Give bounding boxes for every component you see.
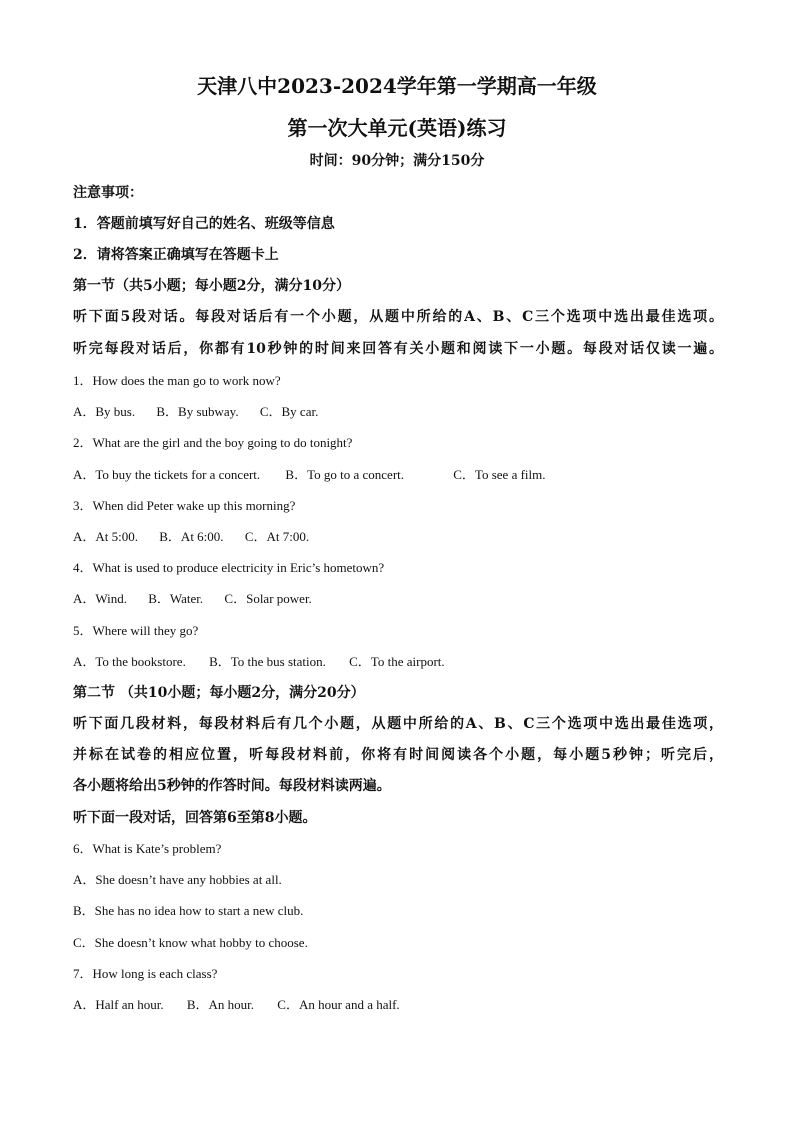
- section2-instruction-line1: 听下面几段材料，每段材料后有几个小题，从题中所给的A、B、C三个选项中选出最佳选项，: [73, 716, 723, 732]
- time-info: 时间：90分钟；满分150分: [309, 153, 485, 169]
- option-b: B．To the bus station.: [209, 654, 326, 669]
- section2-sub-instruction: 听下面一段对话，回答第6至第8小题。: [73, 810, 317, 826]
- option-b: B．To go to a concert.: [285, 467, 405, 482]
- question-4-options: [73, 588, 312, 607]
- section1-instruction-line1: 听下面5段对话。每段对话后有一个小题，从题中所给的A、B、C三个选项中选出最佳选项。: [73, 309, 723, 325]
- question-6-option-c: C．She doesn’t know what hobby to choose.: [73, 935, 308, 950]
- option-b: B．Water.: [148, 591, 204, 606]
- section2-instruction-line2: 并标在试卷的相应位置，听每段材料前，你将有时间阅读各个小题，每小题5秒钟；听完后，: [73, 747, 723, 763]
- note-item-1: 1．答题前填写好自己的姓名、班级等信息: [73, 216, 335, 232]
- option-b: B．At 6:00.: [159, 529, 224, 544]
- option-a: A．To the bookstore.: [73, 654, 186, 669]
- question-3-options: [73, 526, 309, 545]
- question-5-options: [73, 651, 445, 670]
- option-b: B．By subway.: [156, 404, 239, 419]
- option-c: C．An hour and a half.: [277, 997, 400, 1012]
- option-a: A．At 5:00.: [73, 529, 139, 544]
- option-c: C．By car.: [259, 404, 319, 419]
- option-c: C．To the airport.: [349, 654, 445, 669]
- option-c: C．To see a film.: [453, 467, 546, 482]
- question-5: 5．Where will they go?: [73, 623, 199, 638]
- question-1-options: [73, 401, 318, 420]
- section2-instruction-line3: 各小题将给出5秒钟的作答时间。每段材料读两遍。: [73, 778, 391, 794]
- question-4: 4．What is used to produce electricity in Eric’s hometown?: [73, 560, 385, 575]
- exam-subtitle: 第一次大单元(英语)练习: [287, 116, 507, 140]
- question-7-options: [73, 994, 400, 1013]
- option-a: A．Half an hour.: [73, 997, 164, 1012]
- option-a: A．By bus.: [73, 404, 136, 419]
- question-3: 3．When did Peter wake up this morning?: [73, 498, 296, 513]
- note-item-2: 2．请将答案正确填写在答题卡上: [73, 247, 279, 263]
- option-a: A．Wind.: [73, 591, 127, 606]
- question-7: 7．How long is each class?: [73, 966, 218, 981]
- section2-heading: 第二节 （共10小题；每小题2分，满分20分）: [73, 685, 365, 701]
- option-b: B．An hour.: [186, 997, 255, 1012]
- question-6-option-b: B．She has no idea how to start a new club.: [73, 903, 304, 918]
- option-c: C．Solar power.: [224, 591, 312, 606]
- option-c: C．At 7:00.: [244, 529, 310, 544]
- question-2-options: [73, 464, 546, 483]
- section1-heading: 第一节（共5小题；每小题2分，满分10分）: [73, 278, 350, 294]
- question-1: 1．How does the man go to work now?: [73, 373, 281, 388]
- option-a: A．To buy the tickets for a concert.: [73, 467, 261, 482]
- question-2: 2．What are the girl and the boy going to do tonight?: [73, 435, 353, 450]
- section1-instruction-line2: 听完每段对话后，你都有10秒钟的时间来回答有关小题和阅读下一小题。每段对话仅读一遍。: [73, 341, 723, 357]
- question-6-option-a: A．She doesn’t have any hobbies at all.: [73, 872, 282, 887]
- question-6: 6．What is Kate’s problem?: [73, 841, 222, 856]
- notes-heading: 注意事项：: [73, 185, 143, 201]
- exam-title: 天津八中2023-2024学年第一学期高一年级: [197, 74, 597, 98]
